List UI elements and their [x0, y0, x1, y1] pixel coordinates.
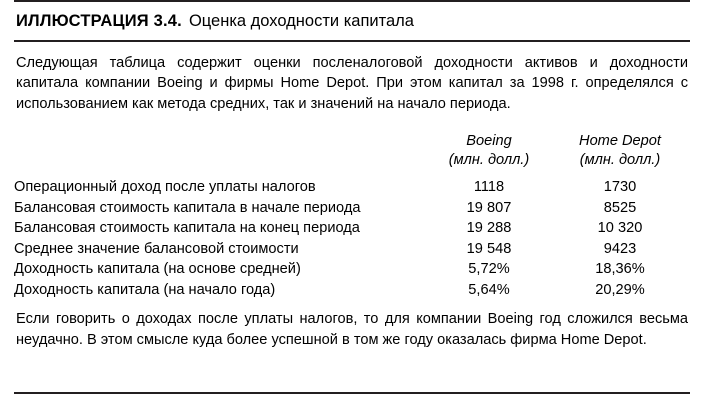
- row-value-home-depot: 8525: [603, 199, 637, 216]
- row-value-home-depot: 20,29%: [595, 281, 645, 298]
- header-spacer: [14, 170, 690, 177]
- table-row: [14, 259, 690, 280]
- table-header-row: [14, 132, 690, 170]
- returns-table: [14, 132, 690, 300]
- column-header-boeing-unit: (млн. долл.): [448, 152, 530, 168]
- row-value-home-depot: 9423: [603, 240, 637, 257]
- page-title: Оценка доходности капитала: [188, 12, 414, 30]
- row-value-boeing: 5,72%: [468, 261, 510, 277]
- row-value-boeing: 5,64%: [468, 281, 510, 298]
- outro-paragraph: Если говорить о доходах после уплаты налогов, то для компании Boeing год сложился весьма неудачно. В этом смысле куда более успешной в том же году оказалась фирма Home Depot.: [16, 311, 688, 348]
- table-row: [14, 218, 690, 239]
- table-row: [14, 280, 690, 301]
- row-value-boeing: 19 807: [466, 199, 512, 216]
- table-row: [14, 177, 690, 198]
- row-value-boeing: 1118: [473, 179, 505, 195]
- row-value-boeing: 19 548: [466, 240, 512, 257]
- row-label: Доходность капитала (на основе средней): [14, 261, 301, 277]
- row-value-boeing: 19 288: [466, 220, 512, 236]
- column-header-label: [14, 132, 428, 170]
- intro-paragraph: Следующая таблица содержит оценки посленалоговой доходности активов и доходности капитала компании Boeing и фирмы Home Depot. При этом капитал за 1998 г. определялся с использованием как метода средних, так и значений на начало периода.: [16, 54, 688, 112]
- table-row: [14, 239, 690, 260]
- bottom-divider: [14, 392, 690, 394]
- bottom-divider-wrap: [14, 392, 690, 394]
- column-header-home-depot-unit: (млн. долл.): [579, 152, 661, 168]
- exhibit-heading: [14, 2, 690, 40]
- row-label: Операционный доход после уплаты налогов: [14, 179, 316, 195]
- column-header-boeing: [428, 132, 550, 170]
- exhibit-number: ИЛЛЮСТРАЦИЯ 3.4.: [16, 12, 182, 30]
- row-value-home-depot: 1730: [603, 179, 637, 195]
- table-row: [14, 198, 690, 219]
- column-header-home-depot-name: Home Depot: [579, 133, 661, 149]
- row-label: Балансовая стоимость капитала в начале периода: [14, 199, 361, 216]
- row-value-home-depot: 18,36%: [595, 261, 645, 277]
- row-label: Среднее значение балансовой стоимости: [14, 240, 299, 257]
- column-header-home-depot: [550, 132, 690, 170]
- row-label: Доходность капитала (на начало года): [14, 281, 276, 298]
- column-header-boeing-name: Boeing: [466, 133, 512, 149]
- row-value-home-depot: 10 320: [597, 220, 643, 236]
- row-label: Балансовая стоимость капитала на конец периода: [14, 220, 360, 236]
